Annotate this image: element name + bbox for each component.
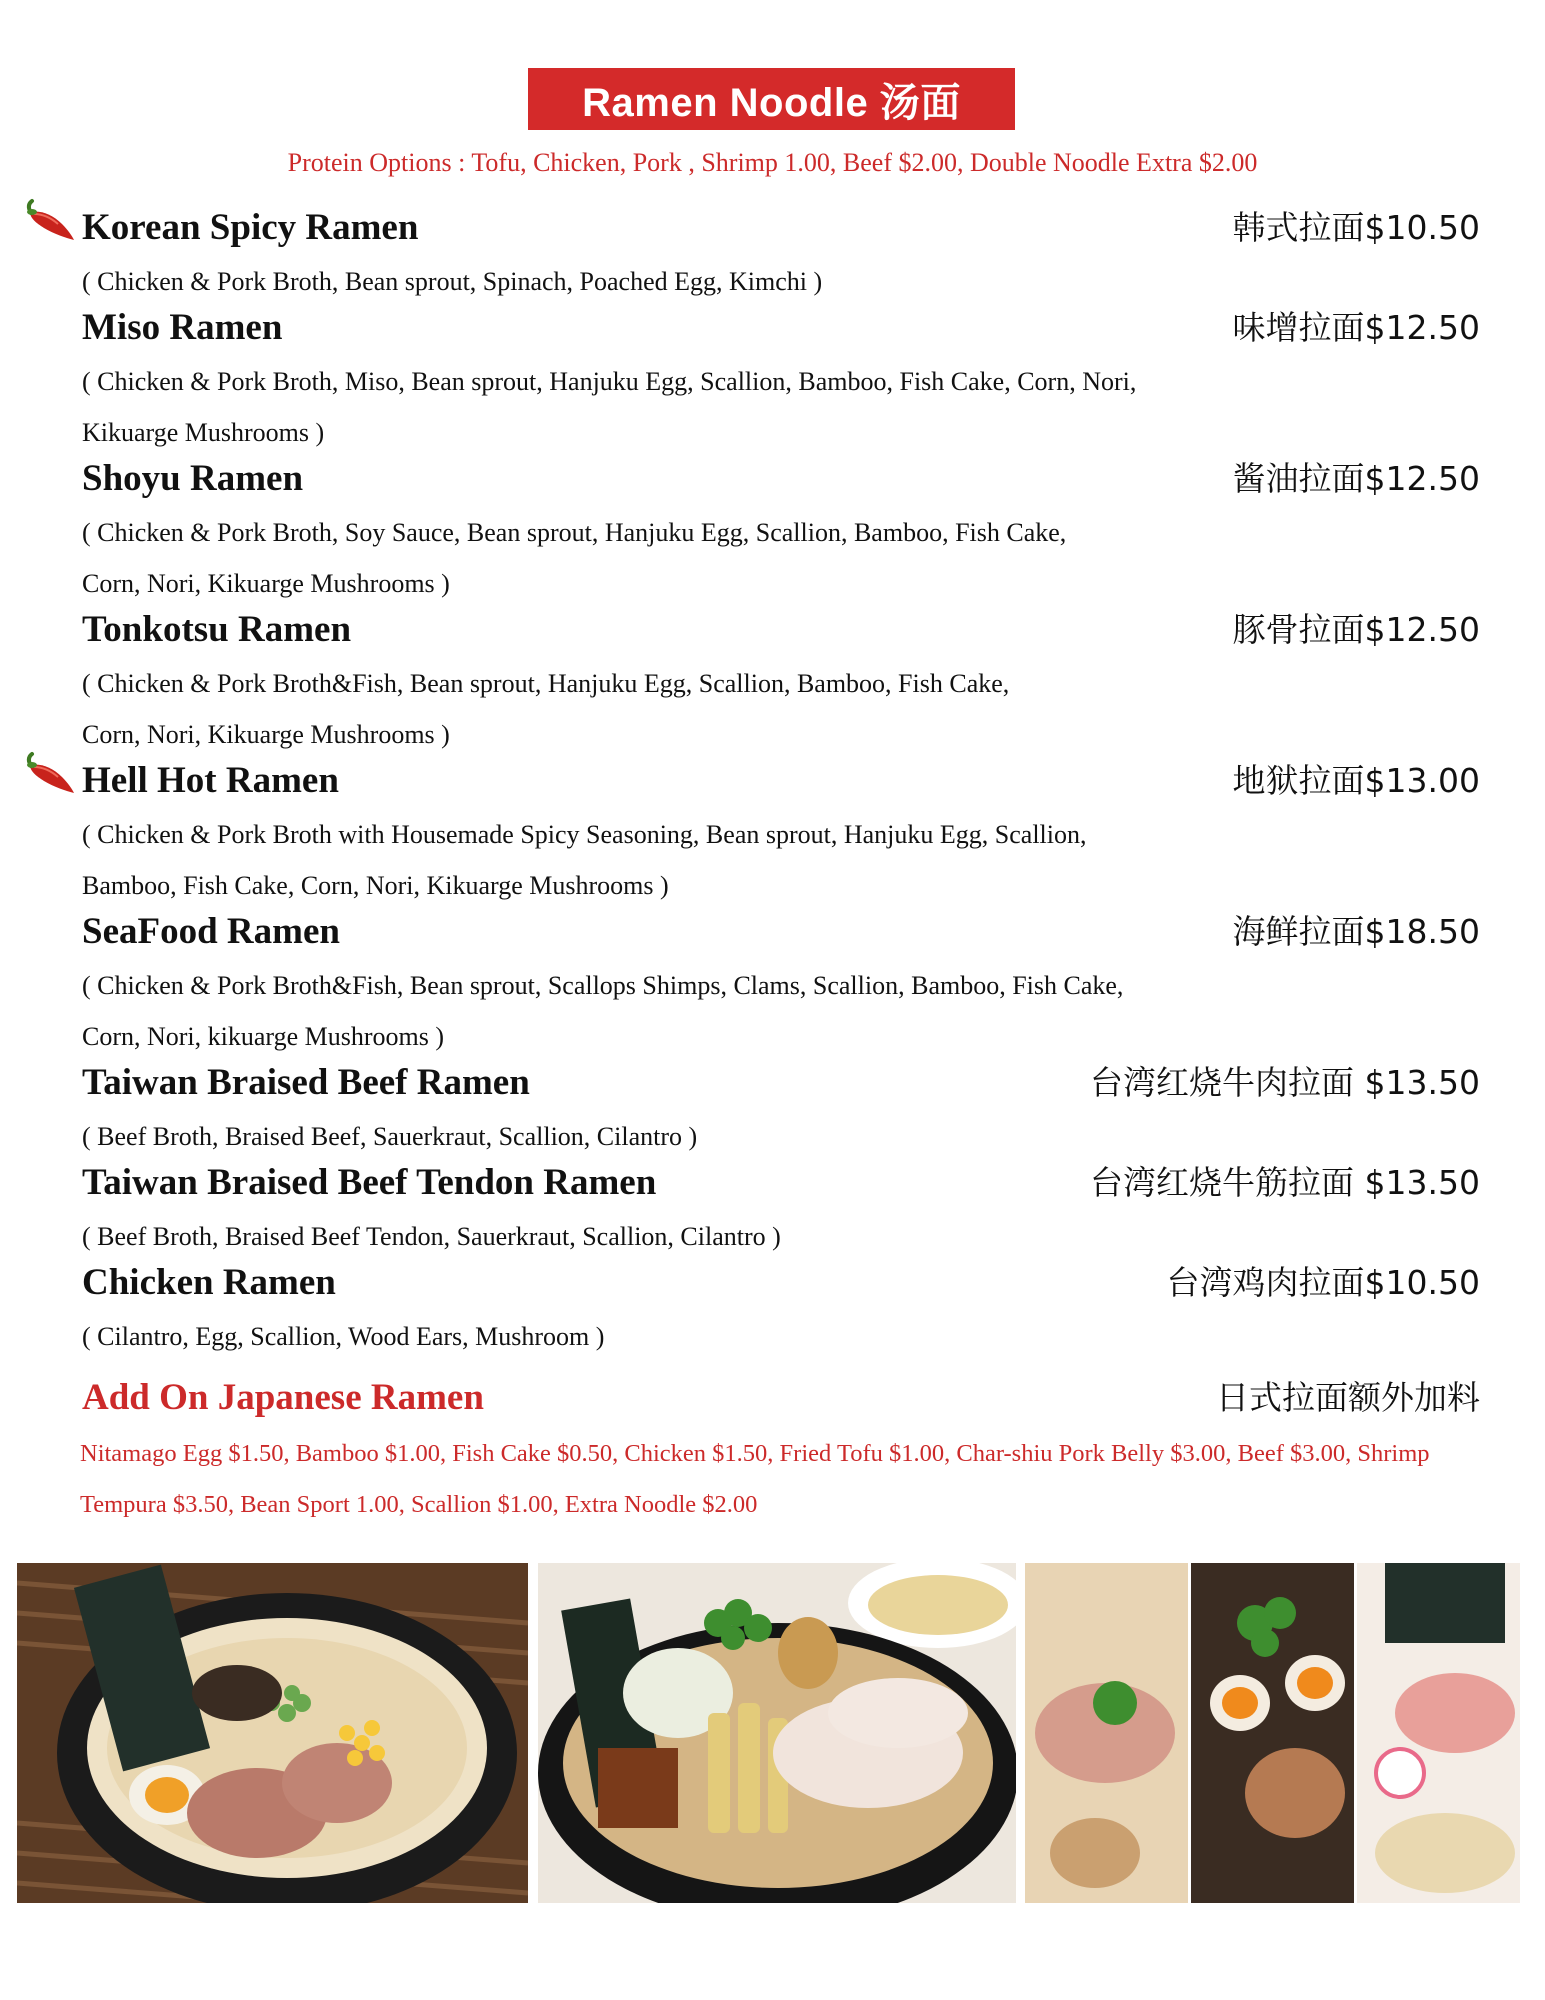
item-description: ( Chicken & Pork Broth&Fish, Bean sprout, Hanjuku Egg, Scallion, Bamboo, Fish Cake, Corn, Nori, Kikuarge Mushrooms ) xyxy=(82,669,1010,749)
item-name: Taiwan Braised Beef Ramen xyxy=(82,1062,530,1103)
addons-list: Nitamago Egg $1.50, Bamboo $1.00, Fish Cake $0.50, Chicken $1.50, Fried Tofu $1.00, Char-shiu Pork Belly $3.00, Beef $3.00, Shrimp Tempura $3.50, Bean Sport 1.00, Scallion $1.00, Extra Noodle $2.00 xyxy=(80,1440,1430,1518)
item-description: ( Cilantro, Egg, Scallion, Wood Ears, Mushroom ) xyxy=(82,1322,605,1351)
item-description: ( Beef Broth, Braised Beef Tendon, Sauerkraut, Scallion, Cilantro ) xyxy=(82,1222,781,1251)
item-name: Tonkotsu Ramen xyxy=(82,609,352,650)
item-description: ( Chicken & Pork Broth, Soy Sauce, Bean sprout, Hanjuku Egg, Scallion, Bamboo, Fish Cake, Corn, Nori, Kikuarge Mushrooms ) xyxy=(82,518,1067,598)
item-description: ( Beef Broth, Braised Beef, Sauerkraut, Scallion, Cilantro ) xyxy=(82,1122,698,1151)
item-price: 韩式拉面$10.50 xyxy=(1232,208,1480,247)
item-price: 海鲜拉面$18.50 xyxy=(1232,912,1480,951)
item-name: Miso Ramen xyxy=(82,307,283,348)
item-description: ( Chicken & Pork Broth, Miso, Bean sprout, Hanjuku Egg, Scallion, Bamboo, Fish Cake, Corn, Nori, Kikuarge Mushrooms ) xyxy=(82,367,1137,447)
item-description: ( Chicken & Pork Broth with Housemade Spicy Seasoning, Bean sprout, Hanjuku Egg, Scallion, Bamboo, Fish Cake, Corn, Nori, Kikuarge Mushrooms ) xyxy=(82,820,1087,900)
item-name: Shoyu Ramen xyxy=(82,458,304,499)
item-description: ( Chicken & Pork Broth, Bean sprout, Spinach, Poached Egg, Kimchi ) xyxy=(82,267,823,296)
ramen-photo-collage xyxy=(1025,1563,1520,1903)
menu-title-banner: Ramen Noodle 汤面 xyxy=(528,68,1015,130)
chili-pepper-icon xyxy=(22,751,78,797)
item-name: SeaFood Ramen xyxy=(82,911,340,952)
chili-pepper-icon xyxy=(22,198,78,244)
item-price: 酱油拉面$12.50 xyxy=(1232,459,1480,498)
protein-options-note: Protein Options : Tofu, Chicken, Pork , Shrimp 1.00, Beef $2.00, Double Noodle Extra $2.00 xyxy=(287,148,1258,177)
ramen-photo-tonkotsu xyxy=(17,1563,528,1903)
item-name: Chicken Ramen xyxy=(82,1262,336,1303)
addons-title-chinese: 日式拉面额外加料 xyxy=(1216,1378,1480,1417)
item-name: Taiwan Braised Beef Tendon Ramen xyxy=(82,1162,657,1203)
item-price: 台湾红烧牛筋拉面 $13.50 xyxy=(1090,1163,1480,1202)
item-price: 台湾鸡肉拉面$10.50 xyxy=(1166,1263,1480,1302)
item-description: ( Chicken & Pork Broth&Fish, Bean sprout, Scallops Shimps, Clams, Scallion, Bamboo, Fish Cake, Corn, Nori, kikuarge Mushrooms ) xyxy=(82,971,1124,1051)
item-name: Korean Spicy Ramen xyxy=(82,207,419,248)
addons-title: Add On Japanese Ramen xyxy=(82,1377,484,1418)
ramen-photo-chashu xyxy=(538,1563,1016,1903)
item-price: 豚骨拉面$12.50 xyxy=(1232,610,1480,649)
item-price: 味增拉面$12.50 xyxy=(1232,308,1480,347)
item-price: 地狱拉面$13.00 xyxy=(1232,761,1480,800)
item-name: Hell Hot Ramen xyxy=(82,760,339,801)
item-price: 台湾红烧牛肉拉面 $13.50 xyxy=(1090,1063,1480,1102)
